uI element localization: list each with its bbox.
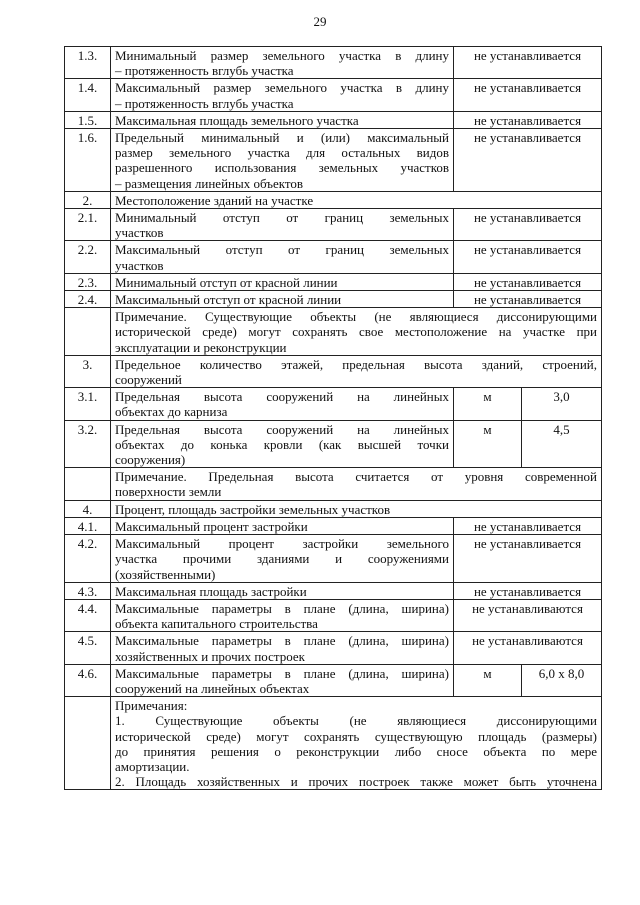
table-row xyxy=(65,535,602,583)
parameter-value: не устанавливается xyxy=(454,291,602,308)
parameter-unit: м xyxy=(454,420,522,468)
table-row xyxy=(65,191,602,208)
row-number: 4.3. xyxy=(65,582,111,599)
row-number: 2.3. xyxy=(65,273,111,290)
parameter-value: не устанавливается xyxy=(454,47,602,79)
table-row xyxy=(65,355,602,387)
parameter-value: не устанавливается xyxy=(454,241,602,273)
parameter-value: не устанавливаются xyxy=(454,632,602,664)
parameter-value: 3,0 xyxy=(522,388,602,420)
text-line: исторической среде) могут сохранять свое местоположение на участке при xyxy=(115,324,597,340)
text-line: хозяйственных и прочих построек xyxy=(115,648,305,664)
table-row xyxy=(65,582,602,599)
table-row xyxy=(65,47,602,79)
table-row xyxy=(65,599,602,631)
row-number: 2. xyxy=(65,191,111,208)
text-line: Минимальный размер земельного участка в длину xyxy=(115,48,449,63)
note-cell xyxy=(111,697,602,790)
text-line: Максимальный размер земельного участка в длину xyxy=(115,80,449,96)
row-number: 3. xyxy=(65,355,111,387)
row-number: 3.2. xyxy=(65,420,111,468)
row-number: 1.3. xyxy=(65,47,111,79)
text-line: Максимальный отступ от границ земельных xyxy=(115,242,449,258)
text-line: – протяженность вглубь участка xyxy=(115,95,294,111)
text-line: эксплуатации и реконструкции xyxy=(115,339,287,355)
row-number: 4. xyxy=(65,500,111,517)
parameter-description xyxy=(111,388,454,420)
table-row xyxy=(65,209,602,241)
text-line: Максимальный процент застройки xyxy=(115,518,308,534)
parameter-value: не устанавливаются xyxy=(454,599,602,631)
text-line: исторической среде) могут сохранять существующую площадь (размеры) xyxy=(115,728,597,744)
parameter-description xyxy=(111,535,454,583)
parameter-description xyxy=(111,599,454,631)
table-row xyxy=(65,468,602,500)
text-line: до принятия решения о реконструкции либо сносе объекта по мере xyxy=(115,743,597,759)
text-line: Максимальный отступ от красной линии xyxy=(115,292,342,308)
text-line: участка прочими зданиями и сооружениями xyxy=(115,551,449,567)
table-row xyxy=(65,632,602,664)
text-line: участков xyxy=(115,225,164,241)
row-number: 1.6. xyxy=(65,129,111,192)
row-number-cell xyxy=(65,308,111,356)
table-row xyxy=(65,111,602,128)
row-number: 4.5. xyxy=(65,632,111,664)
text-line: Максимальная площадь застройки xyxy=(115,583,307,599)
text-line: Максимальная площадь земельного участка xyxy=(115,112,359,128)
text-line: Максимальный процент застройки земельного xyxy=(115,536,449,552)
parameter-value: не устанавливается xyxy=(454,209,602,241)
table-row xyxy=(65,517,602,534)
text-line: размер земельного участка для остальных видов xyxy=(115,145,449,161)
section-title xyxy=(111,191,602,208)
page-number: 29 xyxy=(313,14,327,29)
text-line: поверхности земли xyxy=(115,484,222,500)
parameter-description xyxy=(111,664,454,696)
text-line: Предельная высота сооружений на линейных xyxy=(115,421,449,437)
table-row xyxy=(65,291,602,308)
parameter-value: не устанавливается xyxy=(454,517,602,534)
row-number: 2.4. xyxy=(65,291,111,308)
section-title xyxy=(111,355,602,387)
text-line: сооружения) xyxy=(115,452,186,468)
row-number: 2.2. xyxy=(65,241,111,273)
text-line: Минимальный отступ от красной линии xyxy=(115,274,338,290)
text-line: Минимальный отступ от границ земельных xyxy=(115,210,449,226)
regulations-table xyxy=(64,46,602,790)
parameter-unit: м xyxy=(454,388,522,420)
text-line: Предельная высота сооружений на линейных xyxy=(115,389,449,405)
parameter-value: не устанавливается xyxy=(454,535,602,583)
parameter-value: не устанавливается xyxy=(454,273,602,290)
table-row xyxy=(65,664,602,696)
table-row xyxy=(65,308,602,356)
table-row xyxy=(65,420,602,468)
table-row xyxy=(65,388,602,420)
row-number: 4.2. xyxy=(65,535,111,583)
text-line: амортизации. xyxy=(115,758,190,774)
table-row xyxy=(65,500,602,517)
parameter-value: 4,5 xyxy=(522,420,602,468)
table-row xyxy=(65,241,602,273)
text-line: 1. Существующие объекты (не являющиеся диссонирующими xyxy=(115,713,597,729)
text-line: (хозяйственными) xyxy=(115,566,216,582)
text-line: Процент, площадь застройки земельных участков xyxy=(115,501,391,517)
parameter-unit: м xyxy=(454,664,522,696)
text-line: объекта капитального строительства xyxy=(115,616,318,632)
text-line: Максимальные параметры в плане (длина, ширина) xyxy=(115,665,449,681)
text-line: объектах до конька кровли (как высшей точки xyxy=(115,436,449,452)
parameter-value: 6,0 х 8,0 xyxy=(522,664,602,696)
parameter-value: не устанавливается xyxy=(454,129,602,192)
parameter-description xyxy=(111,582,454,599)
row-number-cell xyxy=(65,468,111,500)
text-line: Максимальные параметры в плане (длина, ширина) xyxy=(115,600,449,616)
text-line: Предельный минимальный и (или) максимальный xyxy=(115,130,449,146)
text-line: 2. Площадь хозяйственных и прочих построек также может быть уточнена xyxy=(115,774,597,790)
row-number-cell xyxy=(65,697,111,790)
text-line: Предельное количество этажей, предельная высота зданий, строений, xyxy=(115,356,597,372)
text-line: – размещения линейных объектов xyxy=(115,175,304,191)
table-row xyxy=(65,697,602,790)
parameter-description xyxy=(111,517,454,534)
text-line: объектах до карниза xyxy=(115,404,228,420)
table-row xyxy=(65,129,602,192)
parameter-description xyxy=(111,209,454,241)
parameter-description xyxy=(111,241,454,273)
parameter-description xyxy=(111,47,454,79)
parameter-description xyxy=(111,420,454,468)
text-line: разрешенного использования земельных участков xyxy=(115,160,449,176)
text-line: Местоположение зданий на участке xyxy=(115,192,314,208)
text-line: сооружений xyxy=(115,372,182,388)
text-line: Примечание. Существующие объекты (не являющиеся диссонирующими xyxy=(115,309,597,325)
text-line: – протяженность вглубь участка xyxy=(115,63,294,79)
parameter-value: не устанавливается xyxy=(454,582,602,599)
row-number: 2.1. xyxy=(65,209,111,241)
row-number: 4.4. xyxy=(65,599,111,631)
table-row xyxy=(65,273,602,290)
text-line: Примечания: xyxy=(115,698,188,714)
parameter-description xyxy=(111,291,454,308)
note-cell xyxy=(111,308,602,356)
row-number: 4.1. xyxy=(65,517,111,534)
text-line: Примечание. Предельная высота считается от уровня современной xyxy=(115,469,597,485)
parameter-value: не устанавливается xyxy=(454,111,602,128)
note-cell xyxy=(111,468,602,500)
parameter-description xyxy=(111,129,454,192)
row-number: 3.1. xyxy=(65,388,111,420)
row-number: 1.5. xyxy=(65,111,111,128)
parameter-description xyxy=(111,632,454,664)
table-row xyxy=(65,79,602,111)
row-number: 1.4. xyxy=(65,79,111,111)
text-line: сооружений на линейных объектах xyxy=(115,680,310,696)
parameter-description xyxy=(111,111,454,128)
text-line: Максимальные параметры в плане (длина, ширина) xyxy=(115,633,449,649)
parameter-description xyxy=(111,79,454,111)
text-line: участков xyxy=(115,257,164,273)
row-number: 4.6. xyxy=(65,664,111,696)
parameter-value: не устанавливается xyxy=(454,79,602,111)
parameter-description xyxy=(111,273,454,290)
section-title xyxy=(111,500,602,517)
